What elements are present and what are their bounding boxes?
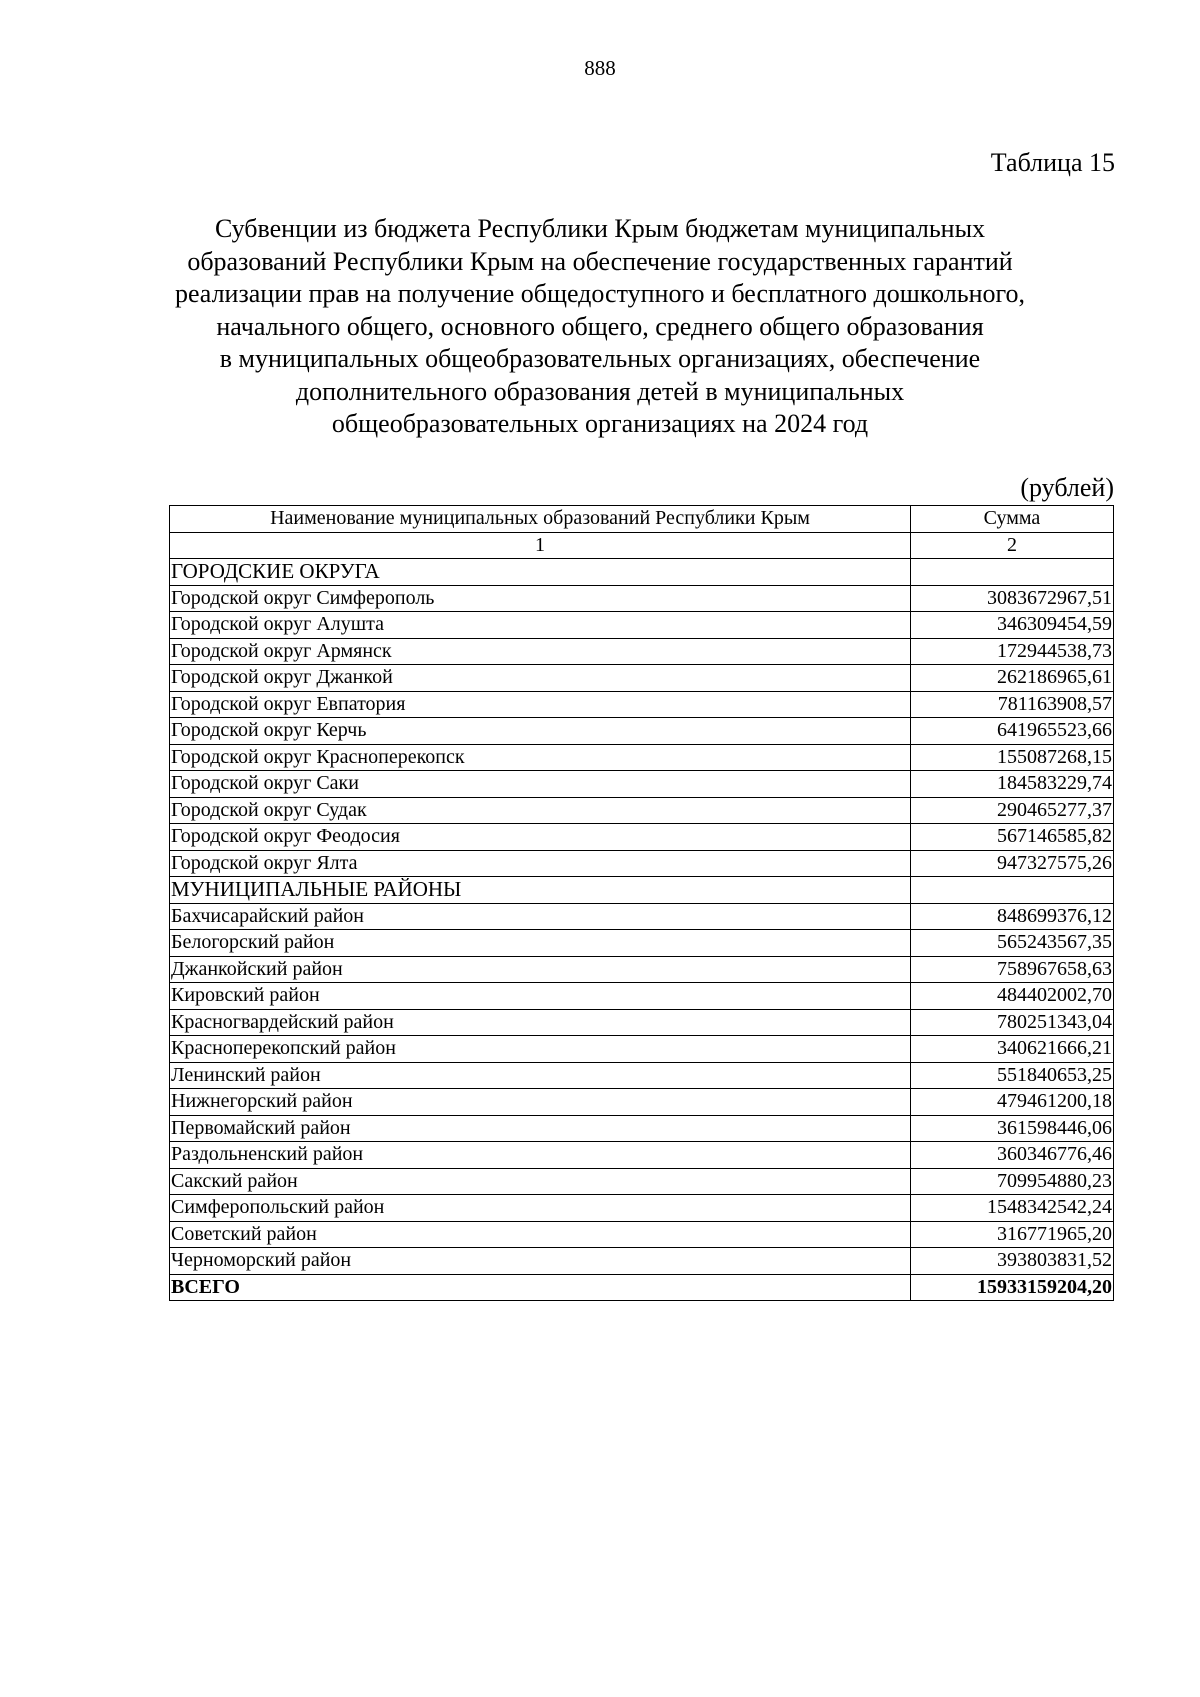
table-row [170, 691, 1114, 718]
document-title [130, 213, 1070, 441]
row-sum: 155087268,15 [911, 744, 1114, 771]
row-name: Джанкойский район [170, 956, 911, 983]
row-name: Первомайский район [170, 1115, 911, 1142]
table-row [170, 1168, 1114, 1195]
row-sum: 172944538,73 [911, 638, 1114, 665]
title-line: начального общего, основного общего, среднего общего образования [216, 311, 984, 341]
table-row [170, 1221, 1114, 1248]
table-row [170, 903, 1114, 930]
row-name: Бахчисарайский район [170, 903, 911, 930]
row-sum: 340621666,21 [911, 1036, 1114, 1063]
title-line: реализации прав на получение общедоступного и бесплатного дошкольного, [174, 279, 1026, 308]
row-name: Городской округ Саки [170, 771, 911, 798]
table-row [170, 1248, 1114, 1275]
row-sum: 290465277,37 [911, 797, 1114, 824]
table-row [170, 824, 1114, 851]
row-sum: 551840653,25 [911, 1062, 1114, 1089]
section-row [170, 559, 1114, 586]
row-sum [911, 559, 1114, 586]
page-number: 888 [584, 56, 616, 80]
row-name: Красноперекопский район [170, 1036, 911, 1063]
column-number-sum: 2 [911, 532, 1114, 559]
row-sum: 781163908,57 [911, 691, 1114, 718]
header-sum: Сумма [911, 506, 1114, 533]
row-name: Городской округ Евпатория [170, 691, 911, 718]
total-row [170, 1274, 1114, 1301]
table-row [170, 585, 1114, 612]
table-row [170, 1062, 1114, 1089]
title-line: Субвенции из бюджета Республики Крым бюджетам муниципальных [214, 214, 986, 243]
row-sum: 393803831,52 [911, 1248, 1114, 1275]
table-row [170, 983, 1114, 1010]
table-row [170, 850, 1114, 877]
row-name: Городской округ Красноперекопск [170, 744, 911, 771]
table-row [170, 797, 1114, 824]
table-row [170, 1195, 1114, 1222]
row-name: Сакский район [170, 1168, 911, 1195]
table-row [170, 718, 1114, 745]
table-row [170, 612, 1114, 639]
row-name: Городской округ Симферополь [170, 585, 911, 612]
column-number-name: 1 [170, 532, 911, 559]
header-name: Наименование муниципальных образований Республики Крым [170, 506, 911, 533]
row-sum [911, 877, 1114, 904]
row-sum: 184583229,74 [911, 771, 1114, 798]
row-name: Раздольненский район [170, 1142, 911, 1169]
table-row [170, 665, 1114, 692]
row-sum: 346309454,59 [911, 612, 1114, 639]
row-sum: 360346776,46 [911, 1142, 1114, 1169]
row-name: Городской округ Судак [170, 797, 911, 824]
row-name: Кировский район [170, 983, 911, 1010]
row-sum: 1548342542,24 [911, 1195, 1114, 1222]
row-sum: 316771965,20 [911, 1221, 1114, 1248]
row-name: ГОРОДСКИЕ ОКРУГА [170, 559, 911, 586]
row-name: Городской округ Феодосия [170, 824, 911, 851]
row-name: Городской округ Армянск [170, 638, 911, 665]
row-sum: 262186965,61 [911, 665, 1114, 692]
table-row [170, 930, 1114, 957]
table-row [170, 1089, 1114, 1116]
table-row [170, 638, 1114, 665]
row-sum: 484402002,70 [911, 983, 1114, 1010]
row-name: Ленинский район [170, 1062, 911, 1089]
table-row [170, 771, 1114, 798]
table-row [170, 744, 1114, 771]
table-row [170, 1115, 1114, 1142]
row-name: Городской округ Ялта [170, 850, 911, 877]
column-number-row [170, 532, 1114, 559]
units-label: (рублей) [1020, 473, 1114, 502]
table-row [170, 1009, 1114, 1036]
row-name: Нижнегорский район [170, 1089, 911, 1116]
row-sum: 758967658,63 [911, 956, 1114, 983]
row-sum: 848699376,12 [911, 903, 1114, 930]
row-sum: 361598446,06 [911, 1115, 1114, 1142]
row-name: МУНИЦИПАЛЬНЫЕ РАЙОНЫ [170, 877, 911, 904]
row-sum: 567146585,82 [911, 824, 1114, 851]
row-sum: 565243567,35 [911, 930, 1114, 957]
row-sum: 780251343,04 [911, 1009, 1114, 1036]
table-row [170, 1142, 1114, 1169]
row-name: Городской округ Керчь [170, 718, 911, 745]
row-name: Черноморский район [170, 1248, 911, 1275]
table-row [170, 956, 1114, 983]
row-sum: 641965523,66 [911, 718, 1114, 745]
row-name: Белогорский район [170, 930, 911, 957]
row-sum: 947327575,26 [911, 850, 1114, 877]
table-label: Таблица 15 [990, 148, 1115, 177]
table-row [170, 1036, 1114, 1063]
subsidies-table [169, 505, 1114, 1301]
title-line: в муниципальных общеобразовательных организациях, обеспечение [219, 344, 981, 373]
row-name: ВСЕГО [170, 1274, 911, 1301]
section-row [170, 877, 1114, 904]
row-name: Симферопольский район [170, 1195, 911, 1222]
row-name: Красногвардейский район [170, 1009, 911, 1036]
row-name: Городской округ Джанкой [170, 665, 911, 692]
row-sum: 709954880,23 [911, 1168, 1114, 1195]
row-sum: 15933159204,20 [911, 1274, 1114, 1301]
row-name: Городской округ Алушта [170, 612, 911, 639]
title-line: дополнительного образования детей в муниципальных [295, 376, 905, 406]
title-line: образований Республики Крым на обеспечение государственных гарантий [187, 246, 1013, 276]
table-header-row [170, 506, 1114, 533]
row-sum: 479461200,18 [911, 1089, 1114, 1116]
title-line: общеобразовательных организациях на 2024 год [331, 409, 869, 438]
row-sum: 3083672967,51 [911, 585, 1114, 612]
row-name: Советский район [170, 1221, 911, 1248]
